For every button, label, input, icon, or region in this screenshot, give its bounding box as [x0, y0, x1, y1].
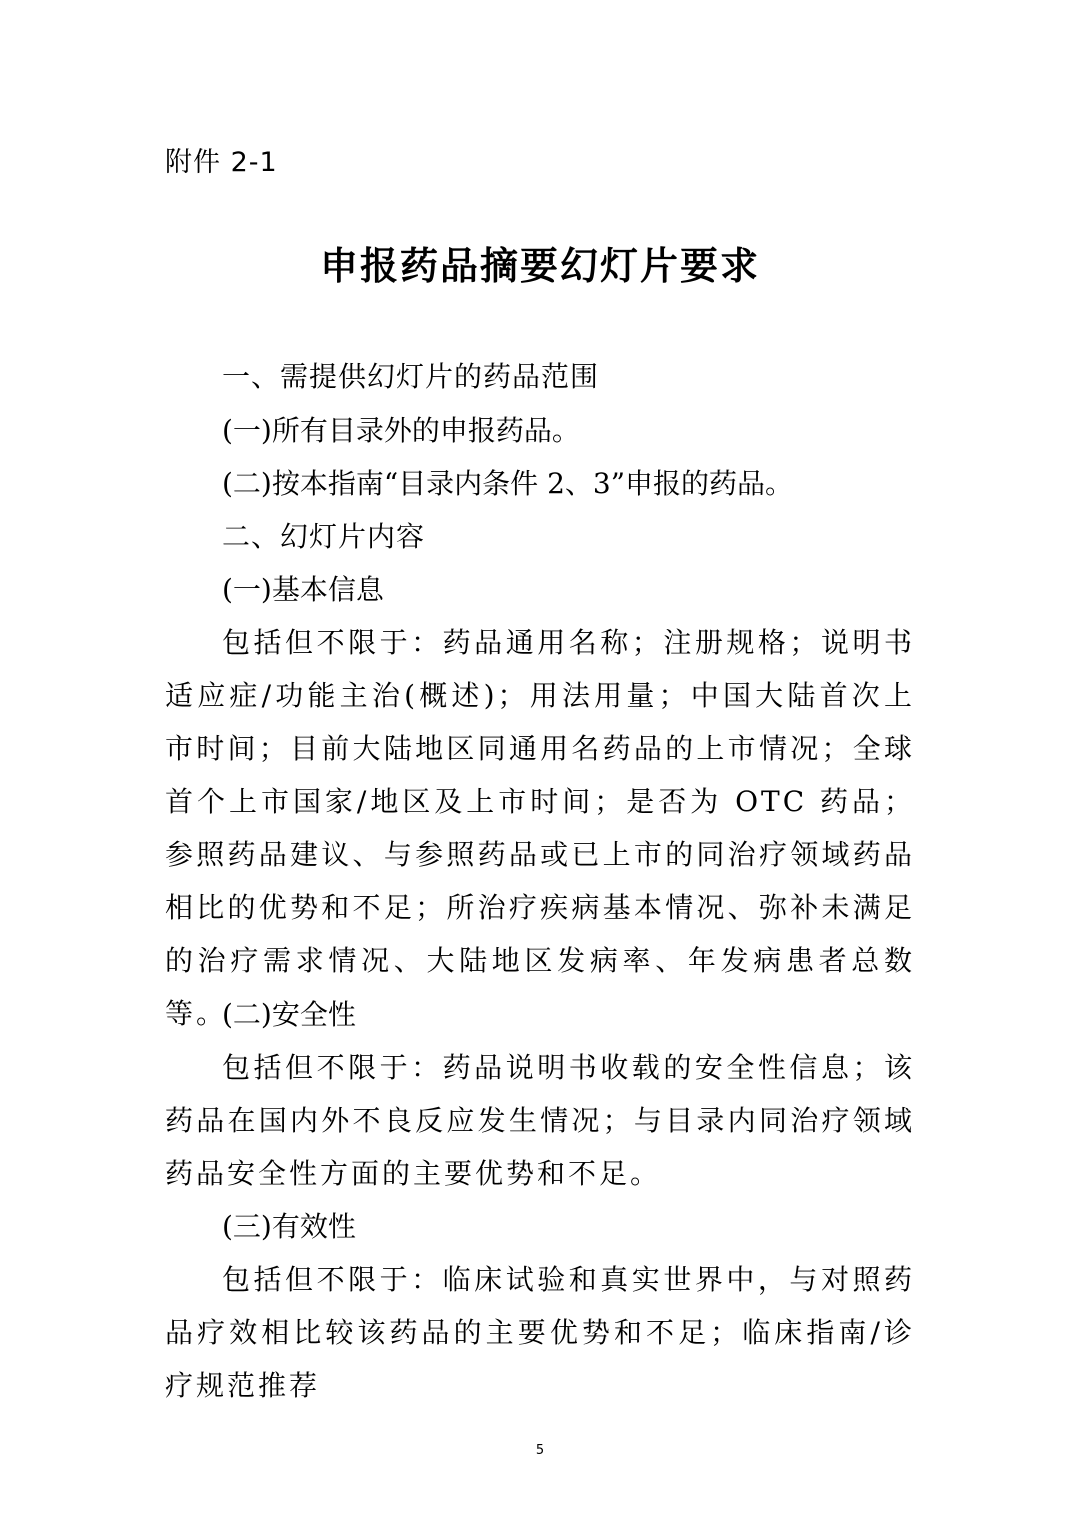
paragraph-safety: 包括但不限于：药品说明书收载的安全性信息；该药品在国内外不良反应发生情况；与目录内同治疗领域药品安全性方面的主要优势和不足。	[165, 1051, 915, 1190]
scope-item-2: (二)按本指南“目录内条件 2、3”申报的药品。	[222, 467, 794, 500]
page-number: 5	[535, 1443, 545, 1458]
paragraph-basic-info: 包括但不限于：药品通用名称；注册规格；说明书适应症/功能主治(概述)；用法用量；中国大陆首次上市时间；目前大陆地区同通用名药品的上市情况；全球首个上市国家/地区及上市时间；是否为 OTC 药品；参照药品建议、与参照药品或已上市的同治疗领域药品相比的优势和不足；所治疗疾病基本情况、弥补未满足的治疗需求情况、大陆地区发病率、年发病患者总数等。	[165, 626, 915, 1030]
section-heading-drug-scope: 一、需提供幻灯片的药品范围	[222, 360, 600, 393]
section-heading-slide-content: 二、幻灯片内容	[222, 520, 426, 553]
scope-item-1: (一)所有目录外的申报药品。	[222, 414, 580, 447]
subheading-basic-info: (一)基本信息	[222, 573, 384, 606]
paragraph-efficacy: 包括但不限于：临床试验和真实世界中，与对照药品疗效相比较该药品的主要优势和不足；临床指南/诊疗规范推荐	[165, 1263, 915, 1402]
attachment-label: 附件 2-1	[165, 147, 278, 178]
subheading-safety: (二)安全性	[222, 998, 356, 1031]
subheading-efficacy: (三)有效性	[222, 1210, 356, 1243]
document-title: 申报药品摘要幻灯片要求	[319, 243, 760, 288]
